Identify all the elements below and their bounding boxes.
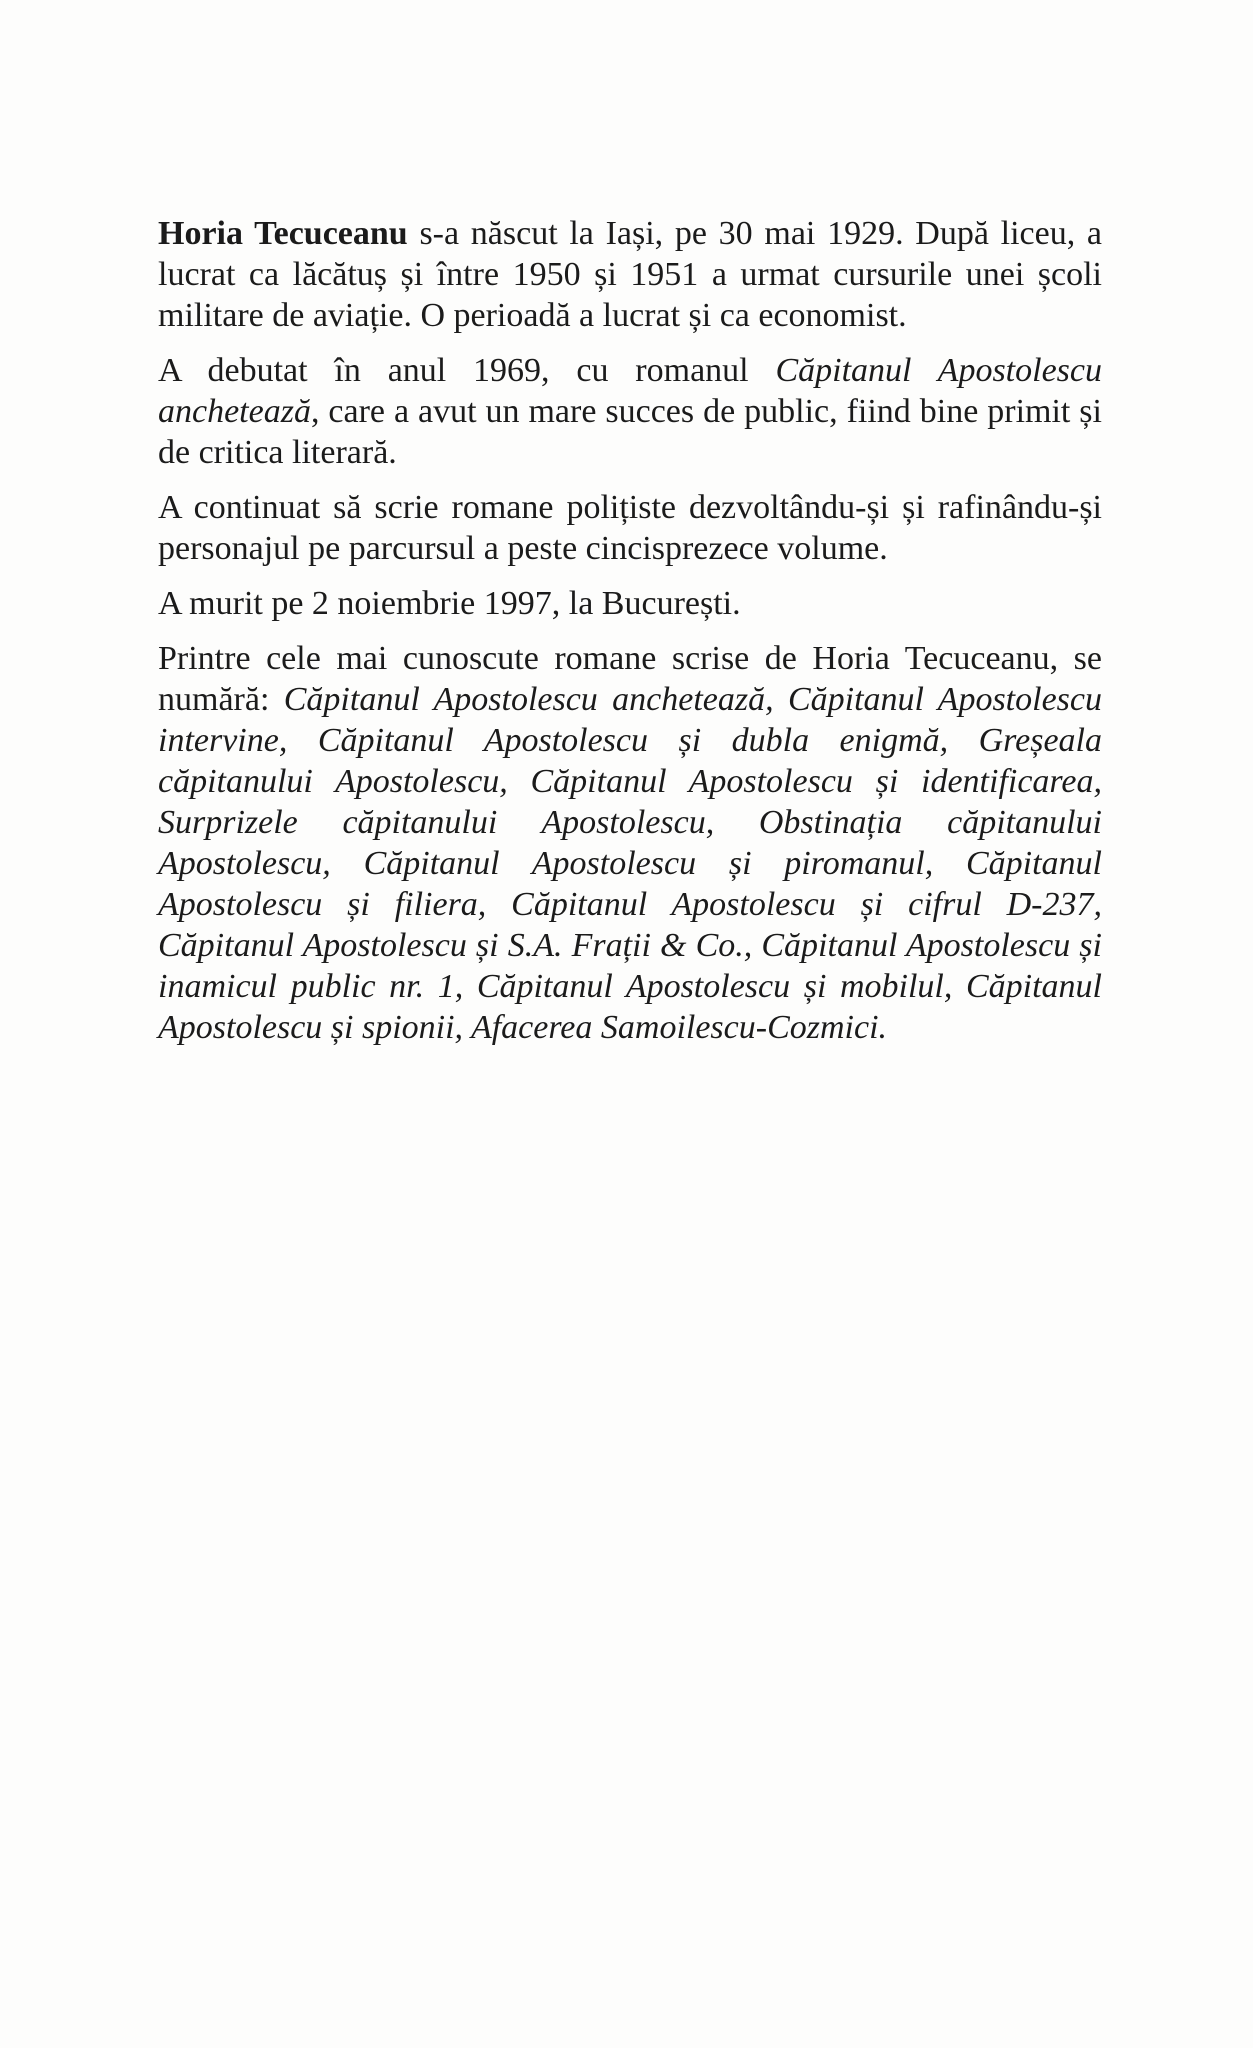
book-title: Căpitanul Apostolescu anchetează (158, 352, 1102, 430)
text-run: Printre cele mai cunoscute romane scrise de Horia Tecuceanu, se numără: (158, 640, 1102, 718)
text-run: A debutat în anul 1969, cu romanul (158, 352, 776, 389)
paragraph-famous-novels (158, 638, 1102, 1048)
author-name: Horia Tecuceanu (158, 215, 408, 252)
book-title-list: Căpitanul Apostolescu anchetează, Căpitanul Apostolescu intervine, Căpitanul Apostolescu și dubla enigmă, Greșeala căpitanului Apostolescu, Căpitanul Apostolescu și identificarea, Surprizele căpitanului Apostolescu, Obstinația căpitanului Apostolescu, Căpitanul Apostolescu și piromanul, Căpitanul Apostolescu și filiera, Căpitanul Apostolescu și cifrul D-237, Căpitanul Apostolescu și S.A. Frații & Co., Căpitanul Apostolescu și inamicul public nr. 1, Căpitanul Apostolescu și mobilul, Căpitanul Apostolescu și spionii, Afacerea Samoilescu-Cozmici. (158, 681, 1102, 1046)
text-run: A murit pe 2 noiembrie 1997, la București. (158, 585, 741, 622)
text-run: , care a avut un mare succes de public, fiind bine primit și de critica literară. (158, 393, 1102, 471)
paragraph-debut (158, 350, 1102, 473)
paragraph-death (158, 583, 1102, 624)
text-run: A continuat să scrie romane polițiste dezvoltându-și și rafinându-și personajul pe parcursul a peste cincisprezece volume. (158, 489, 1102, 567)
paragraph-career (158, 487, 1102, 569)
biography-text-block (158, 213, 1102, 1048)
text-run: s-a născut la Iași, pe 30 mai 1929. După liceu, a lucrat ca lăcătuș și între 1950 și 1951 a urmat cursurile unei școli militare de aviație. O perioadă a lucrat și ca economist. (158, 215, 1102, 334)
paragraph-birth-education (158, 213, 1102, 336)
